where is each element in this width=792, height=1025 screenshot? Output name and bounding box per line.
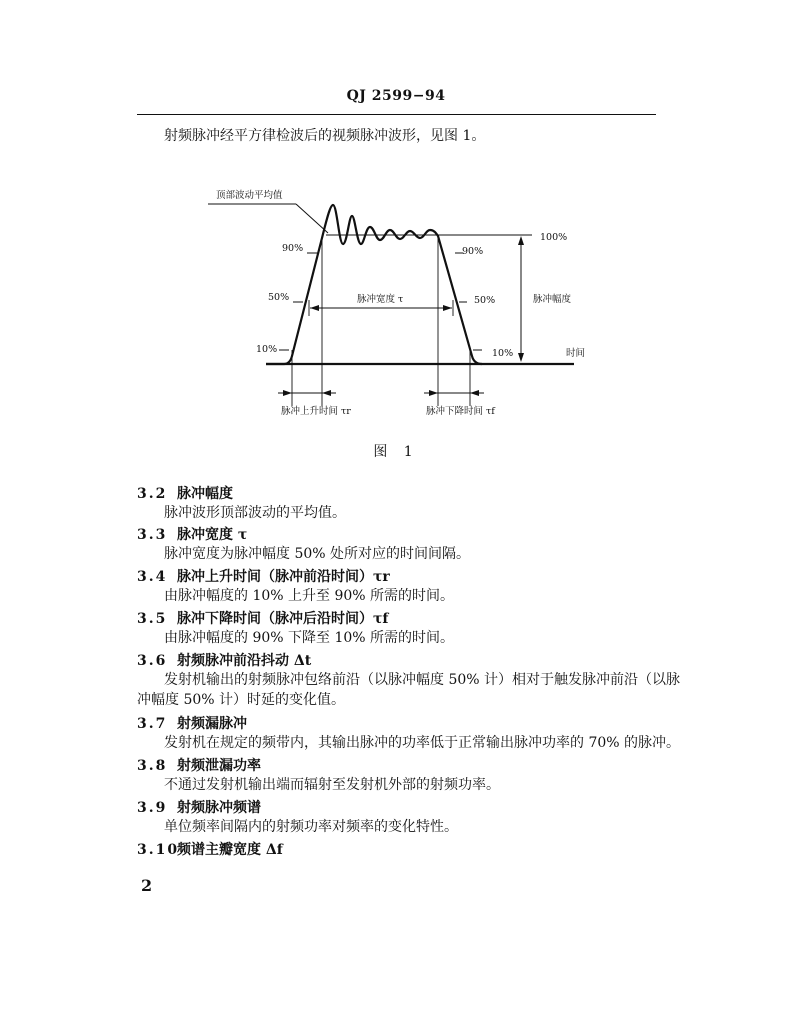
pulse-waveform-figure (0, 0, 792, 440)
section-heading (137, 483, 233, 503)
standard-number: QJ 2599−94 (346, 88, 446, 104)
section-number: 3.5 (137, 611, 168, 627)
section-body: 由脉冲幅度的 10% 上升至 90% 所需的时间。 (164, 588, 455, 604)
page-number: 2 (141, 876, 153, 895)
section-heading (137, 608, 388, 628)
section-number: 3.3 (137, 527, 168, 543)
label-50-left: 50% (268, 292, 290, 303)
section-title: 射频泄漏功率 (177, 758, 261, 774)
section-title: 脉冲宽度 τ (177, 527, 248, 543)
section-title: 脉冲幅度 (177, 486, 233, 502)
section-heading (137, 524, 247, 544)
section-body: 不通过发射机输出端而辐射至发射机外部的射频功率。 (164, 777, 500, 793)
label-50-right: 50% (474, 295, 496, 306)
section-title: 射频脉冲前沿抖动 Δt (177, 653, 312, 669)
section-number: 3.4 (137, 569, 168, 585)
section-heading (137, 650, 311, 670)
section-body: 发射机输出的射频脉冲包络前沿（以脉冲幅度 50% 计）相对于触发脉冲前沿（以脉 (164, 672, 681, 688)
label-10-left: 10% (256, 344, 278, 355)
label-90-left: 90% (282, 243, 304, 254)
section-number: 3.9 (137, 800, 168, 816)
section-title: 射频脉冲频谱 (177, 800, 261, 816)
intro-text: 射频脉冲经平方律检波后的视频脉冲波形，见图 1。 (164, 128, 486, 144)
section-number: 3.10 (137, 842, 180, 858)
section-title: 脉冲下降时间（脉冲后沿时间）τf (177, 611, 389, 627)
pulse-waveform (266, 205, 482, 364)
label-10-right: 10% (492, 348, 514, 359)
section-number: 3.8 (137, 758, 168, 774)
section-body-continued: 冲幅度 50% 计）时延的变化值。 (137, 692, 346, 708)
section-heading (137, 713, 247, 733)
section-number: 3.7 (137, 716, 168, 732)
label-time: 时间 (566, 348, 586, 359)
figure-caption: 图 1 (373, 444, 419, 460)
section-number: 3.2 (137, 486, 168, 502)
section-title: 脉冲上升时间（脉冲前沿时间）τr (177, 569, 390, 585)
label-top-average: 顶部波动平均值 (216, 190, 283, 201)
label-90-right: 90% (462, 246, 484, 257)
section-body: 由脉冲幅度的 90% 下降至 10% 所需的时间。 (164, 630, 455, 646)
section-heading (137, 797, 261, 817)
section-title: 射频漏脉冲 (177, 716, 247, 732)
label-rise-time: 脉冲上升时间 τr (281, 406, 351, 417)
section-body: 发射机在规定的频带内，其输出脉冲的功率低于正常输出脉冲功率的 70% 的脉冲。 (164, 735, 681, 751)
section-heading (137, 839, 283, 859)
section-number: 3.6 (137, 653, 168, 669)
label-100: 100% (540, 232, 568, 243)
label-pulse-width: 脉冲宽度 τ (357, 294, 404, 305)
section-body: 单位频率间隔内的射频功率对频率的变化特性。 (164, 819, 458, 835)
label-amplitude: 脉冲幅度 (533, 294, 572, 305)
section-body: 脉冲波形顶部波动的平均值。 (164, 505, 346, 521)
section-heading (137, 755, 261, 775)
section-heading (137, 566, 390, 586)
label-fall-time: 脉冲下降时间 τf (426, 406, 495, 417)
section-body: 脉冲宽度为脉冲幅度 50% 处所对应的时间间隔。 (164, 546, 471, 562)
section-title: 频谱主瓣宽度 Δf (177, 842, 283, 858)
